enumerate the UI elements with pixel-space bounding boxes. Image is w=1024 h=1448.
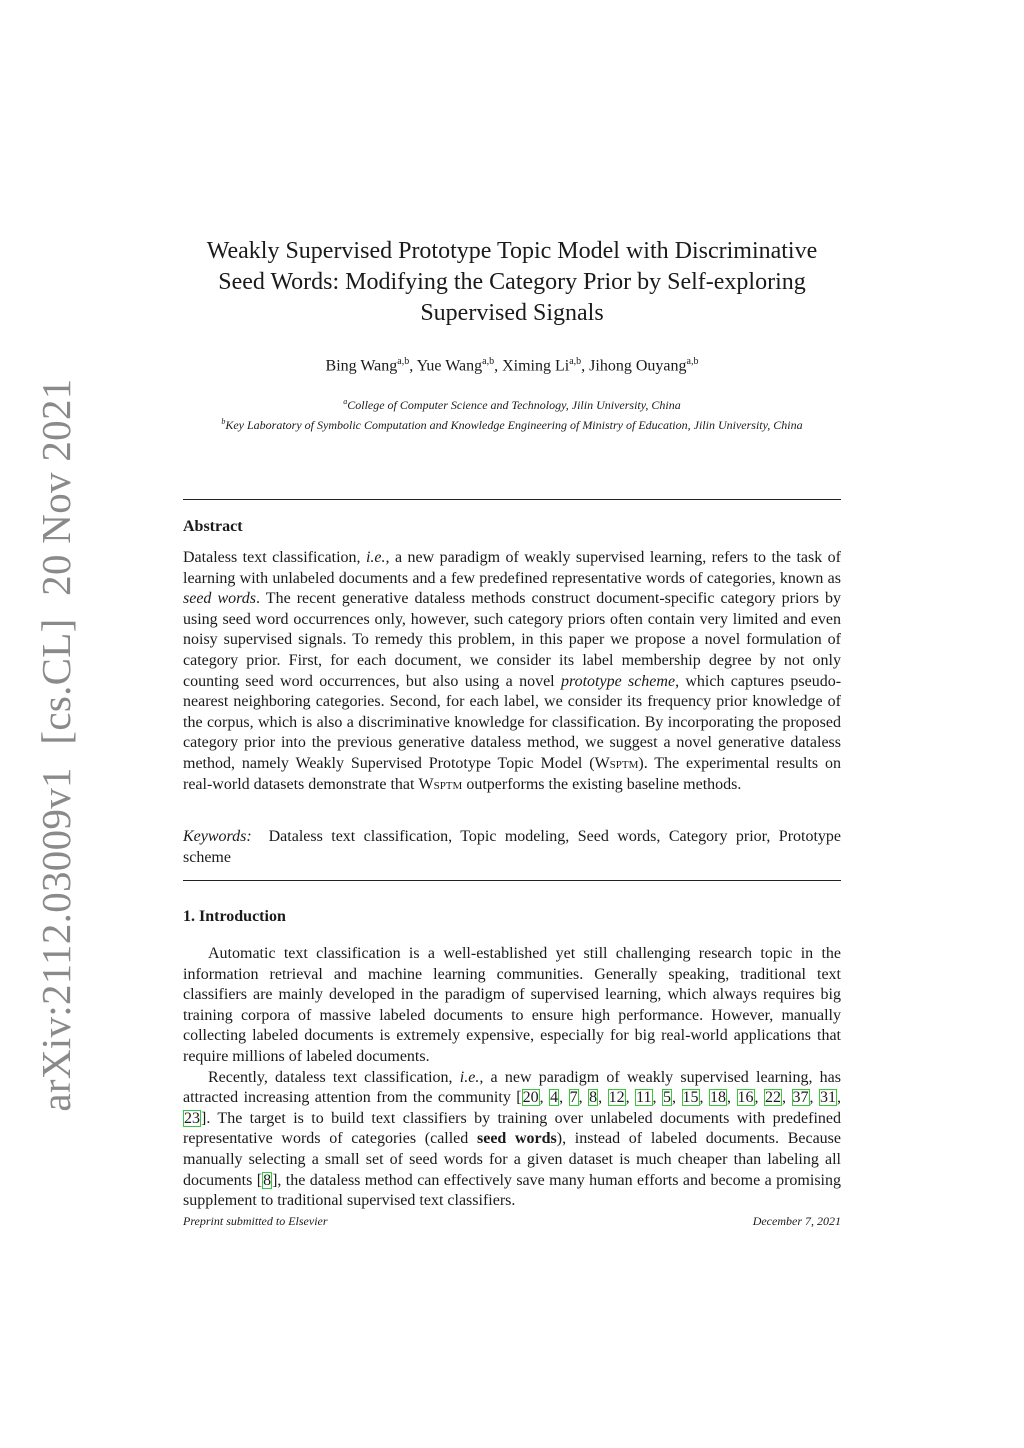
affil-text: College of Computer Science and Technology, Jilin University, China [347, 398, 681, 412]
author-list: Bing Wang$^{a,b}$, Yue Wang$^{a,b}$, Ximing Li$^{a,b}$, Jihong Ouyang$^{a,b}$ [325, 356, 699, 375]
citation-link[interactable]: 5 [663, 1089, 672, 1107]
abstract-text [183, 548, 841, 795]
intro-segment: a new paradigm of weakly supervised learning, has attracted increasing attention from the community [ [183, 1068, 841, 1107]
citation-link[interactable]: 8 [589, 1089, 598, 1107]
title-line: Seed Words: Modifying the Category Prior by Self-exploring [218, 269, 806, 295]
abstract-segment: i.e., [365, 549, 390, 566]
citation-link[interactable]: 8 [263, 1171, 272, 1189]
model-name: Wsptm [594, 754, 639, 772]
citation-link[interactable]: 31 [820, 1089, 837, 1107]
intro-segment: seed words [476, 1130, 557, 1148]
citation-link[interactable]: 4 [550, 1089, 559, 1107]
footer-preprint-note: Preprint submitted to Elsevier [183, 1214, 328, 1228]
citation-link[interactable]: 23 [184, 1109, 200, 1127]
citation-link[interactable]: 7 [569, 1089, 578, 1107]
affil-mark: a [343, 397, 348, 406]
citation-link[interactable]: 18 [710, 1089, 727, 1107]
abstract-segment: a new paradigm of weakly supervised learning, refers to the task of learning with unlabeled documents and a few predefined representative words of categories, known as [183, 549, 841, 587]
introduction-body [183, 944, 841, 1212]
abstract-heading: Abstract [183, 518, 243, 535]
author-affil-mark: a,b [397, 356, 410, 367]
arxiv-sidebar-stamp [32, 372, 80, 1117]
arxiv-id: arXiv:2112.03009v1 [33, 767, 79, 1112]
intro-paragraph-2 [183, 1068, 841, 1212]
abstract-segment: . The recent generative dataless methods construct document-specific category priors by using seed word occurrences only, however, such category priors often contain very limited and even noisy supervised signals. To remedy this problem, in this paper we propose a novel formulation of category prior. First, for each document, we consider its label membership degree by not only counting seed word occurrences, but also using a novel [183, 590, 841, 690]
affil-text: Key Laboratory of Symbolic Computation and Knowledge Engineering of Ministry of Education, Jilin University, China [225, 417, 803, 432]
intro-segment: ], the dataless method can effectively save many human efforts and become a promising supplement to traditional supervised text classifiers. [183, 1171, 841, 1210]
footer-date: December 7, 2021 [752, 1214, 841, 1228]
intro-segment: ), instead of labeled documents. Because manually selecting a small set of seed words for a given dataset is much cheaper than labeling all documents [ [183, 1130, 842, 1189]
divider-bottom [183, 880, 841, 881]
page-footer [183, 1214, 841, 1229]
citation-link[interactable]: 20 [522, 1089, 539, 1107]
title-line: Weakly Supervised Prototype Topic Model with Discriminative [206, 238, 818, 264]
citation-link[interactable]: 15 [682, 1089, 699, 1107]
author-name: Bing Wang [325, 357, 398, 375]
citation-list: 20, 4, 7, 8, 12, 11, 5, 15, 18, 16, 22, 37, 31, 23 [184, 1089, 842, 1127]
author-name: Jihong Ouyang [589, 357, 687, 375]
author-affil-mark: a,b [482, 356, 495, 367]
intro-paragraph-1: Automatic text classification is a well-established yet still challenging research topic in the information retrieval and machine learning communities. Generally speaking, traditional text classifiers are mainly developed in the paradigm of supervised learning, which always requires big training corpora of massive labeled documents to ensure high performance. However, manually collecting labeled documents is extremely expensive, especially for big real-world applications that require millions of labeled documents. [183, 945, 841, 1065]
affiliations [183, 394, 841, 433]
intro-segment: ]. The target is to build text classifiers by training over unlabeled documents with predefined representative words of categories (called [183, 1109, 841, 1148]
affiliation-a [183, 394, 841, 414]
title-line: Supervised Signals [420, 300, 604, 326]
author-name: Ximing Li [502, 357, 570, 375]
paper-title [170, 236, 854, 329]
keywords-text: Dataless text classification, Topic modeling, Seed words, Category prior, Prototype scheme [183, 828, 842, 866]
author-name: Yue Wang [416, 357, 483, 375]
citation-link[interactable]: 11 [636, 1089, 652, 1107]
intro-segment: i.e., [459, 1068, 484, 1086]
abstract-segment: Dataless text classification, [183, 549, 366, 566]
keywords-label: Keywords: [183, 828, 252, 845]
author-affil-mark: a,b [686, 356, 699, 367]
section-heading-introduction: 1. Introduction [183, 908, 286, 925]
divider-top [183, 499, 841, 500]
abstract-segment: seed words [183, 590, 257, 608]
abstract-segment: prototype scheme [560, 672, 676, 690]
arxiv-date: 20 Nov 2021 [33, 378, 79, 596]
citation-link[interactable]: 12 [608, 1089, 625, 1107]
affiliation-b [183, 414, 841, 434]
citation-link[interactable]: 16 [737, 1089, 754, 1107]
citation-link[interactable]: 37 [792, 1089, 809, 1107]
affil-mark: b [221, 416, 226, 426]
arxiv-category: [cs.CL] [33, 618, 79, 745]
keywords [183, 827, 841, 868]
author-affil-mark: a,b [569, 356, 582, 367]
abstract-segment: outperforms the existing baseline methods. [462, 775, 742, 793]
abstract-segment: , which captures pseudo-nearest neighboring categories. Second, for each label, we consider its frequency prior knowledge of the corpus, which is also a discriminative knowledge for classification. By incorporating the proposed category prior into the previous generative dataless method, we suggest a novel generative dataless method, namely Weakly Supervised Prototype Topic Model ( [183, 672, 842, 772]
citation-link[interactable]: 22 [765, 1089, 782, 1107]
model-name: Wsptm [418, 775, 463, 793]
abstract-segment: ). The experimental results on real-world datasets demonstrate that [183, 754, 842, 793]
intro-segment: Recently, dataless text classification, [208, 1068, 460, 1086]
